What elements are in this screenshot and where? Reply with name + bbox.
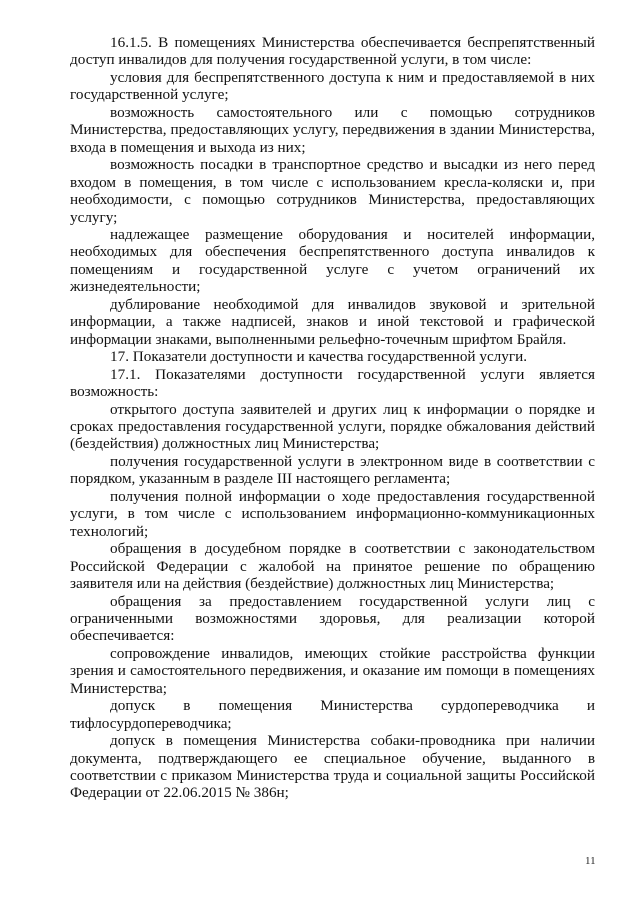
paragraph-17-1: 17.1. Показателями доступности государственной услуги является возможность: (70, 365, 595, 401)
section-heading-17: 17. Показатели доступности и качества государственной услуги. (110, 348, 528, 366)
list-item-access-conditions: условия для беспрепятственного доступа к ним и предоставляемой в них государственной услуге; (70, 68, 595, 104)
list-item-guide-dog: допуск в помещения Министерства собаки-проводника при наличии документа, подтверждающего ее специальное обучение, выданного в соответствии с приказом Министерства труда и социальной защиты Российской Федерации от 22.06.2015 № 386н; (70, 732, 595, 802)
paragraph-16-1-5: 16.1.5. В помещениях Министерства обеспечивается беспрепятственный доступ инвалидов для получения государственной услуги, в том числе: (70, 34, 595, 69)
list-item-equipment-placement: надлежащее размещение оборудования и носителей информации, необходимых для обеспечения беспрепятственного доступа инвалидов к помещениям и государственной услуге с учетом ограничений их жизнедеятельности; (70, 225, 595, 296)
list-item-disabled-persons-request: обращения за предоставлением государственной услуги лиц с ограниченными возможностями здоровья, для реализации которой обеспечивается: (70, 592, 595, 645)
list-item-sign-interpreter: допуск в помещения Министерства сурдопереводчика и тифлосурдопереводчика; (70, 697, 595, 732)
list-item-open-access: открытого доступа заявителей и других лиц к информации о порядке и сроках предоставления государственной услуги, порядке обжалования действий (бездействия) должностных лиц Министерства; (70, 400, 595, 453)
list-item-progress-info: получения полной информации о ходе предоставления государственной услуги, в том числе с использованием информационно-коммуникационных технологий; (70, 487, 595, 540)
list-item-pretrial-appeal: обращения в досудебном порядке в соответствии с законодательством Российской Федерации с жалобой на принятое решение по обращению заявителя или на действия (бездействие) должностных лиц Министерства; (70, 540, 595, 593)
list-item-electronic-service: получения государственной услуги в электронном виде в соответствии с порядком, указанным в разделе III настоящего регламента; (70, 452, 595, 488)
list-item-vehicle-boarding: возможность посадки в транспортное средство и высадки из него перед входом в помещения, в том числе с использованием кресла-коляски и, при необходимости, с помощью сотрудников Министерства, предоставляющих услугу; (70, 156, 595, 226)
list-item-escort-assistance: сопровождение инвалидов, имеющих стойкие расстройства функции зрения и самостоятельного передвижения, и оказание им помощи в помещениях Министерства; (70, 644, 595, 697)
list-item-braille-duplication: дублирование необходимой для инвалидов звуковой и зрительной информации, а также надписей, знаков и иной текстовой и графической информации знаками, выполненными рельефно-точечным шрифтом Брайля. (70, 295, 595, 348)
page-number: 11 (585, 855, 596, 867)
list-item-movement-in-building: возможность самостоятельного или с помощью сотрудников Министерства, предоставляющих услугу, передвижения в здании Министерства, входа в помещения и выхода из них; (70, 103, 595, 156)
document-body (70, 34, 595, 802)
